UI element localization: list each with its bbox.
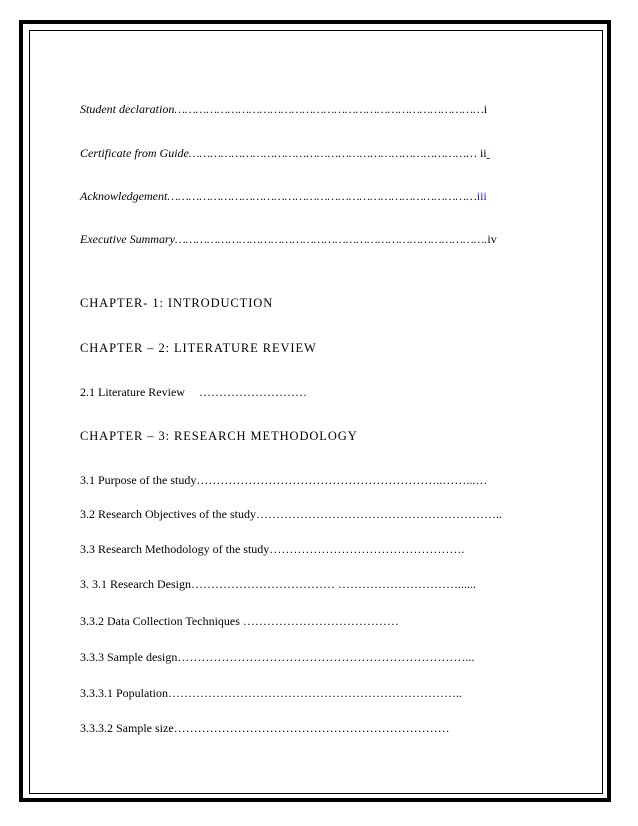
- toc-entry-title: 3.1 Purpose of the study: [80, 473, 197, 487]
- chapter-heading-3: CHAPTER – 3: RESEARCH METHODOLOGY: [80, 429, 358, 443]
- toc-entry-page: iv: [487, 232, 497, 246]
- toc-entry-leader: …………………………………: [239, 614, 399, 628]
- toc-entry-title: 3.3.3.2 Sample size: [80, 721, 174, 735]
- toc-entry-leader: ………………………………………….: [269, 542, 465, 556]
- toc-entry-acknowledgement: [80, 189, 487, 203]
- toc-entry-3-3-3-2: [80, 721, 450, 735]
- toc-entry-title: Certificate from Guide: [80, 146, 189, 160]
- toc-entry-title: 3.3.3.1 Population: [80, 686, 169, 700]
- toc-entry-title: 3.3.3 Sample design: [80, 650, 178, 664]
- toc-entry-leader: ………………………………………………………………………: [188, 146, 480, 160]
- toc-entry-title: 3.2 Research Objectives of the study: [80, 507, 256, 521]
- toc-entry-title: Executive Summary: [80, 232, 175, 246]
- toc-entry-page: ii: [479, 146, 487, 160]
- toc-entry-leader: ……………………………………………………………: [173, 721, 450, 735]
- toc-entry-3-1: [80, 473, 487, 487]
- toc-entry-leader: …………………………………………………………………………….: [174, 232, 488, 246]
- toc-entry-leader: ……………………………………………………..……...…: [196, 473, 488, 487]
- toc-entry-leader: ……………………………………………………………………………: [174, 102, 484, 116]
- toc-entry-leader: ……………………………… …………………………......: [190, 577, 476, 591]
- toc-entry-title: Student declaration: [80, 102, 175, 116]
- toc-entry-title: 3. 3.1 Research Design: [80, 577, 191, 591]
- toc-entry-2-1: [80, 385, 307, 399]
- toc-entry-3-2: [80, 507, 502, 521]
- toc-entry-leader: ………………………: [198, 385, 307, 399]
- chapter-heading-2: CHAPTER – 2: LITERATURE REVIEW: [80, 341, 317, 355]
- chapter-heading-1: CHAPTER- 1: INTRODUCTION: [80, 296, 274, 310]
- toc-entry-executive-summary: [80, 232, 497, 246]
- toc-entry-3-3-3-1: [80, 686, 462, 700]
- toc-entry-3-3: [80, 542, 464, 556]
- toc-entry-leader: ………………………………………………………………..: [168, 686, 463, 700]
- toc-entry-title: 3.3 Research Methodology of the study: [80, 542, 270, 556]
- toc-entry-title: 2.1 Literature Review: [80, 385, 185, 399]
- toc-entry-title: 3.3.2 Data Collection Techniques: [80, 614, 240, 628]
- toc-entry-page-link-underline: [487, 146, 490, 160]
- toc-entry-page: i: [483, 102, 488, 116]
- toc-entry-leader: ……………………………………………………………………………: [167, 189, 477, 203]
- toc-entry-certificate-from-guide: [80, 146, 490, 160]
- toc-entry-3-3-1: [80, 577, 476, 591]
- toc-entry-leader: ……………………………………………………..: [255, 507, 502, 521]
- toc-entry-3-3-3: [80, 650, 474, 664]
- toc-entry-page[interactable]: iii: [476, 189, 487, 203]
- toc-entry-student-declaration: [80, 102, 487, 116]
- toc-entry-3-3-2: [80, 614, 399, 628]
- toc-entry-title: Acknowledgement: [80, 189, 168, 203]
- toc-entry-leader: ………………………………………………………………...: [177, 650, 475, 664]
